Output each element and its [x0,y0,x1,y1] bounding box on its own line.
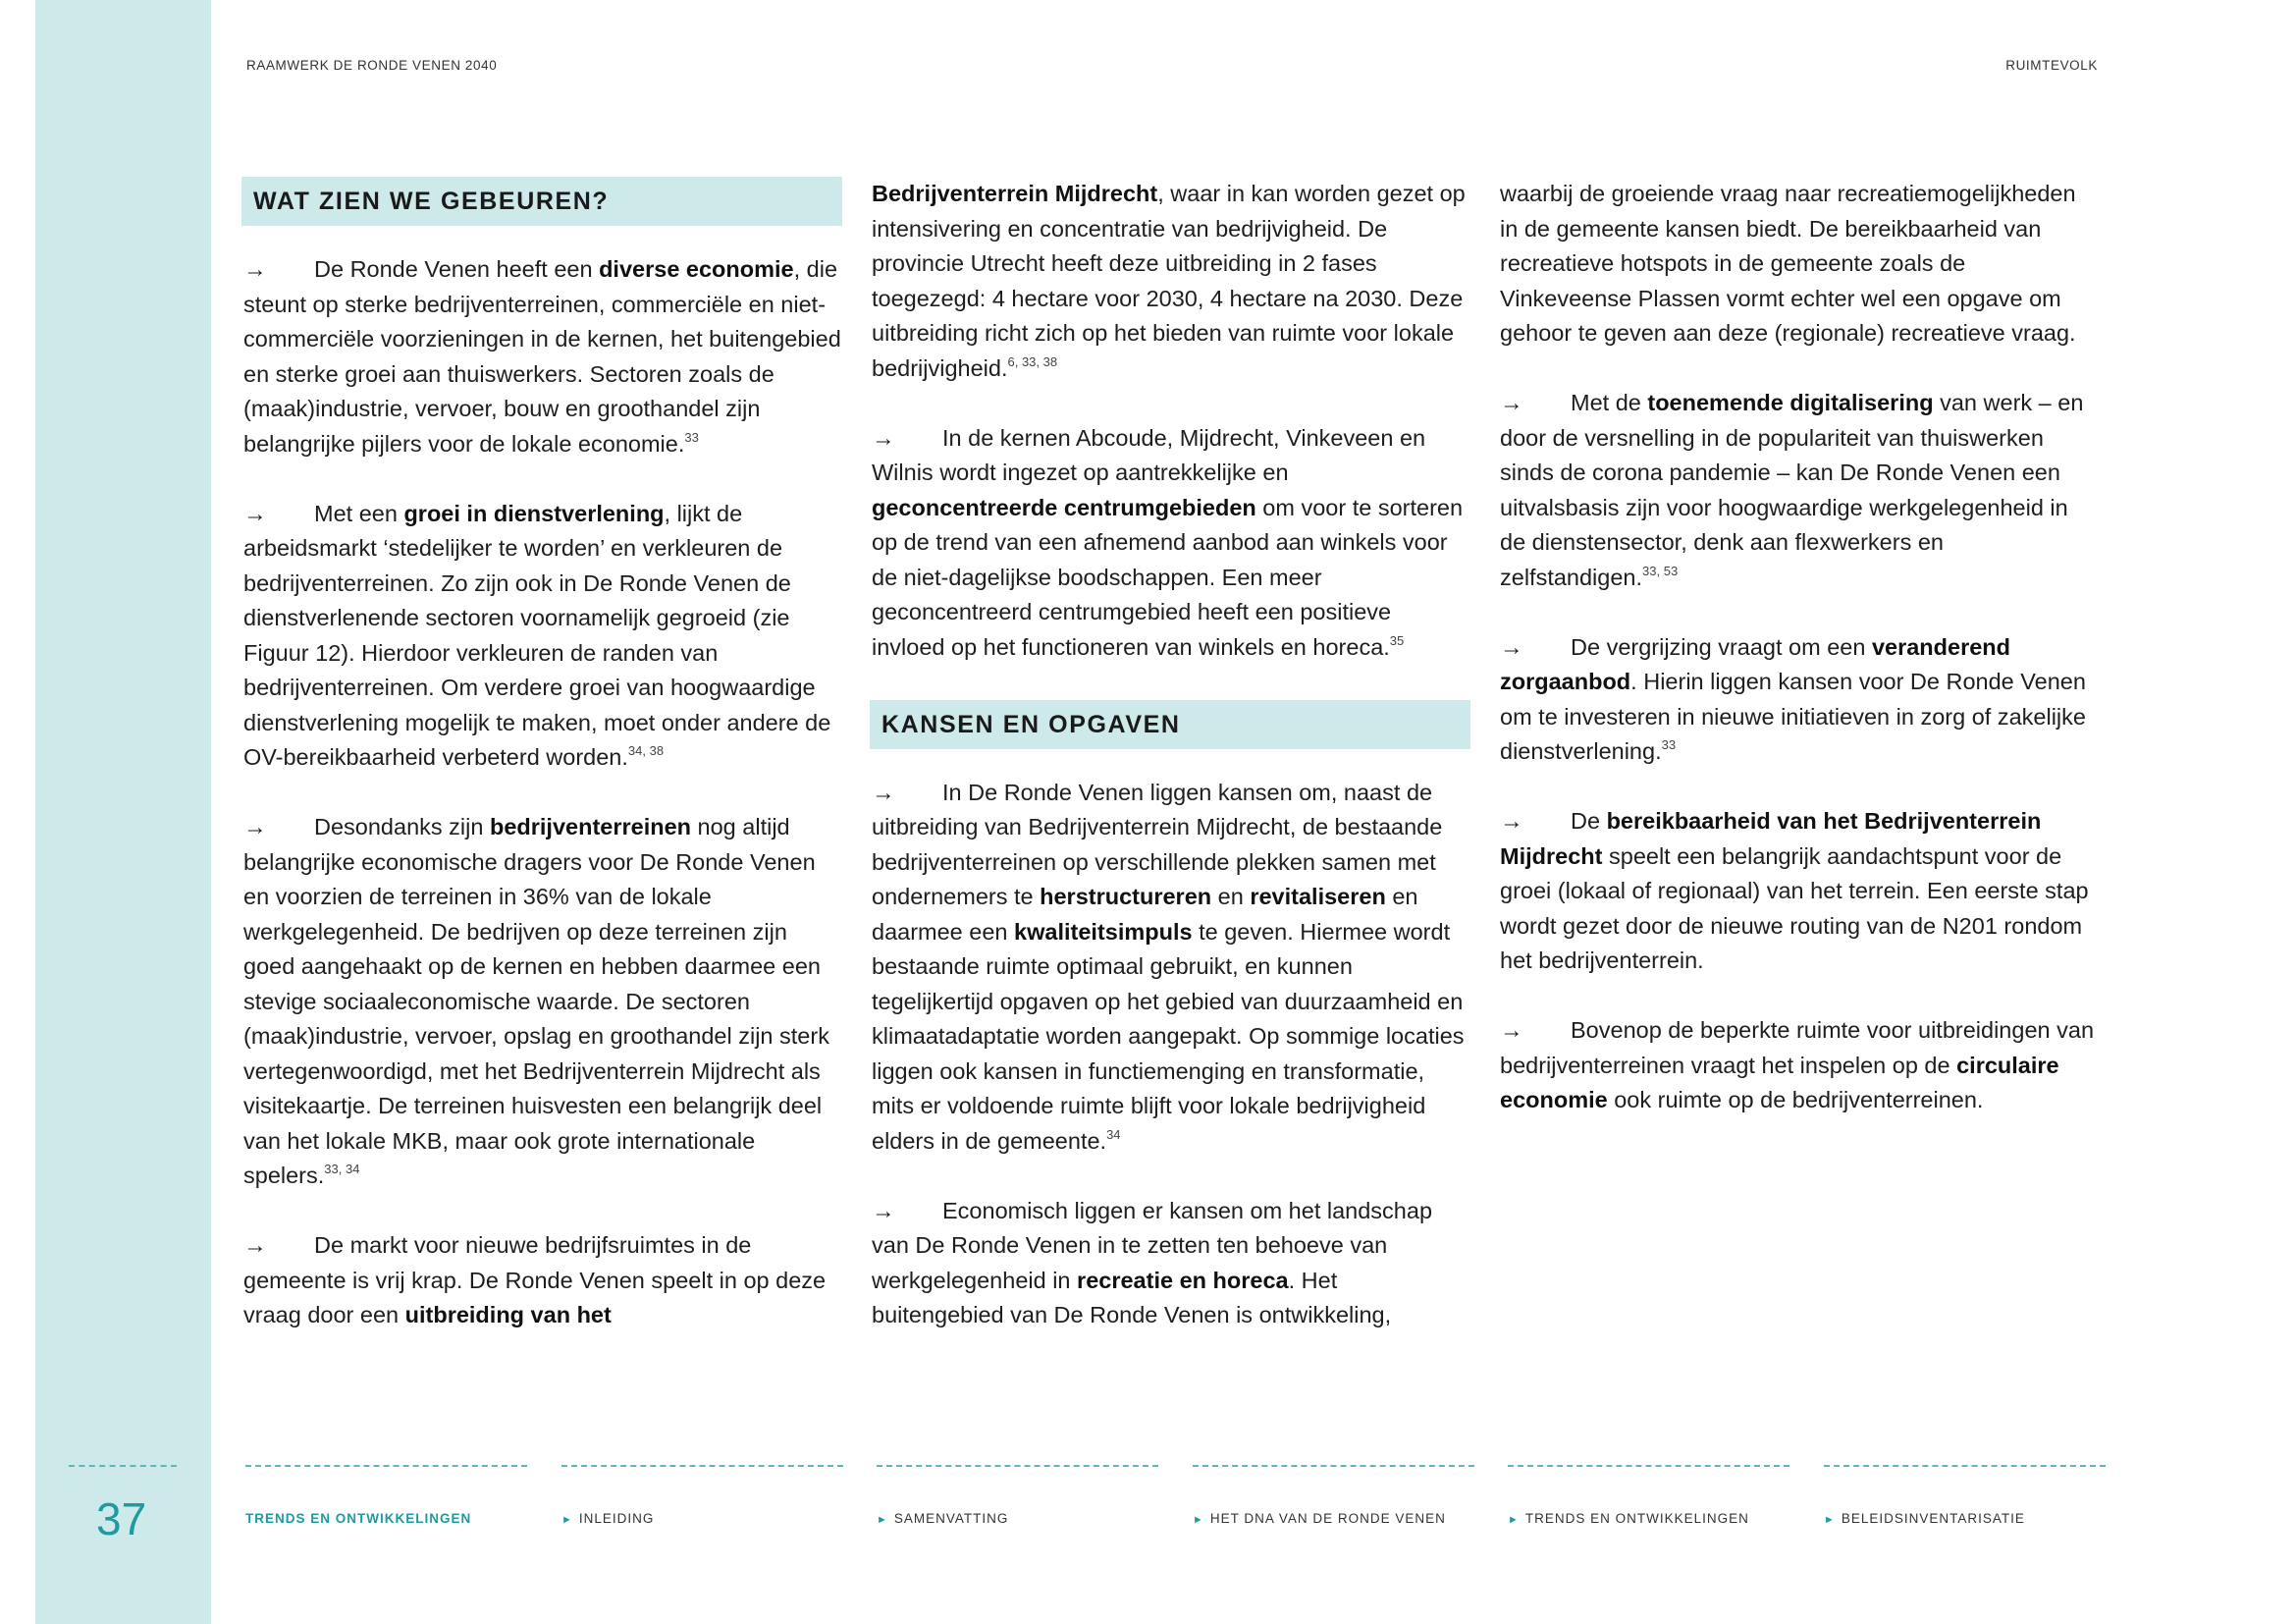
body-text: , lijkt de arbeidsmarkt ‘stedelijker te worden’ en verkleuren de bedrijventerreinen. Zo zijn ook in De Ronde Venen de dienstverlenende sectoren voornamelijk gegroeid (zie Figuur 12). Hierdoor verkleuren de randen van bedrijventerreinen. Om verdere groei van hoogwaardige dienstverlening mogelijk te maken, moet onder andere de OV-bereikbaarheid verbeterd worden. [243,500,831,770]
paragraph [872,421,1470,666]
footer-divider [877,1465,1158,1467]
body-text: speelt een belangrijk aandachtspunt voor de groei (lokaal of regionaal) van het terrein. Een eerste stap wordt gezet door de nieuwe routing van de N201 rondom het bedrijventerrein. [1500,842,2089,973]
arrow-right-icon: → [872,1197,895,1223]
arrow-right-icon: → [1500,1017,1523,1043]
column-3 [1500,177,2099,1153]
emphasis-text: Bedrijventerrein Mijdrecht [872,181,1158,206]
paragraph [872,1194,1470,1333]
paragraph [872,776,1470,1160]
paragraph [1500,804,2099,979]
section-heading-kansen-en-opgaven: KANSEN EN OPGAVEN [870,700,1470,749]
emphasis-text: kwaliteitsimpuls [1014,918,1193,945]
column-1 [243,177,842,1368]
footnote-reference: 35 [1389,632,1405,648]
nav-link-beleidsinventarisatie[interactable]: ► BELEIDSINVENTARISATIE [1824,1511,2025,1526]
body-text: . Het buitengebied van De Ronde Venen is ontwikkeling, [872,1267,1392,1327]
arrow-right-icon: → [872,424,895,451]
body-text: waarbij de groeiende vraag naar recreatiemogelijkheden in de gemeente kansen biedt. De bereikbaarheid van recreatieve hotspots in de gemeente zoals de Vinkeveense Plassen vormt echter wel een opgave om gehoor te geven aan deze (regionale) recreatieve vraag. [1500,181,2076,346]
nav-link-samenvatting[interactable]: ► SAMENVATTING [877,1511,1009,1526]
body-text: nog altijd belangrijke economische dragers voor De Ronde Venen en voorzien de terreinen in 36% van de lokale werkgelegenheid. De bedrijven op deze terreinen zijn goed aangehaakt op de kernen en hebben daarmee een stevige sociaaleconomische waarde. De sectoren (maak)industrie, vervoer, opslag en groothandel zijn sterk vertegenwoordigd, met het Bedrijventerrein Mijdrecht als visitekaartje. De terreinen huisvesten een belangrijk deel van het lokale MKB, maar ook grote internationale spelers. [243,814,829,1188]
body-text: De Ronde Venen heeft een [314,256,600,282]
column-2 [872,177,1470,1368]
triangle-right-icon: ► [1508,1514,1520,1526]
arrow-right-icon: → [1500,808,1523,834]
arrow-right-icon: → [243,1232,267,1258]
footnote-reference: 33 [1661,737,1677,752]
paragraph [243,252,842,461]
body-text: Economisch liggen er kansen om het landschap van De Ronde Venen in te zetten ten behoeve van werkgelegenheid in [872,1197,1433,1293]
footnote-reference: 33 [684,429,699,445]
footer-divider [1508,1465,1789,1467]
arrow-right-icon: → [1500,390,1523,415]
emphasis-text: circulaire economie [1500,1052,2059,1112]
triangle-right-icon: ► [1193,1514,1204,1526]
page-number: 37 [96,1493,147,1544]
paragraph [1500,1013,2099,1118]
column-1-paragraphs [243,252,842,1333]
body-text: In de kernen Abcoude, Mijdrecht, Vinkeveen en Wilnis wordt ingezet op aantrekkelijke en [872,424,1426,485]
side-strip [35,0,211,1624]
emphasis-text: uitbreiding van het [404,1302,612,1327]
emphasis-text: diverse economie [599,256,794,282]
triangle-right-icon: ► [877,1514,888,1526]
body-text: , die steunt op sterke bedrijventerreinen, commerciële en niet-commerciële voorzieningen in de kernen, het buitengebied en sterke groei aan thuiswerkers. Sectoren zoals de (maak)industrie, vervoer, bouw en groothandel zijn belangrijke pijlers voor de lokale economie. [243,256,841,457]
paragraph [243,810,842,1194]
section-heading-wat-zien-we-gebeuren: WAT ZIEN WE GEBEUREN? [241,177,842,226]
emphasis-text: veranderend zorgaanbod [1500,633,2011,694]
page-number-divider [69,1465,177,1467]
footer-divider [561,1465,843,1467]
body-text: De markt voor nieuwe bedrijfsruimtes in de gemeente is vrij krap. De Ronde Venen speelt in op deze vraag door een [243,1232,827,1327]
emphasis-text: recreatie en horeca [1077,1267,1289,1293]
body-text: ook ruimte op de bedrijventerreinen. [1607,1087,1984,1112]
column-3-paragraphs [1500,177,2099,1118]
body-text: De vergrijzing vraagt om een [1571,633,1872,660]
paragraph [1500,630,2099,770]
footnote-reference: 6, 33, 38 [1007,353,1058,369]
column-2-lead-paragraphs [872,177,1470,665]
emphasis-text: revitaliseren [1250,884,1386,909]
body-text: . Hierin liggen kansen voor De Ronde Venen om te investeren in nieuwe initiatieven in zorg of zakelijke dienstverlening. [1500,669,2086,764]
arrow-right-icon: → [243,500,267,526]
nav-link-het-dna-van-de-ronde-venen[interactable]: ► HET DNA VAN DE RONDE VENEN [1193,1511,1446,1526]
body-text: De [1571,808,1607,834]
body-text: Met de [1571,390,1648,415]
arrow-right-icon: → [243,256,267,282]
emphasis-text: bedrijventerreinen [489,814,692,839]
emphasis-text: toenemende digitalisering [1647,390,1934,415]
body-text: , waar in kan worden gezet op intensivering en concentratie van bedrijvigheid. De provincie Utrecht heeft deze uitbreiding in 2 fases toegezegd: 4 hectare voor 2030, 4 hectare na 2030. Deze uitbreiding richt zich op het bieden van ruimte voor lokale bedrijvigheid. [872,181,1466,381]
paragraph [1500,386,2099,595]
body-text: In De Ronde Venen liggen kansen om, naast de uitbreiding van Bedrijventerrein Mijdrecht, de bestaande bedrijventerreinen op verschillende plekken samen met ondernemers te [872,779,1443,909]
body-text: Met een [314,500,404,526]
body-text: om voor te sorteren op de trend van een afnemend aanbod aan winkels voor de niet-dagelijkse boodschappen. Een meer geconcentreerd centrumgebied heeft een positieve invloed op het functioneren van winkels en horeca. [872,494,1464,660]
body-text: Desondanks zijn [314,814,490,839]
footer-divider [1193,1465,1474,1467]
triangle-right-icon: ► [561,1514,573,1526]
body-text: en daarmee een [872,884,1418,945]
paragraph [243,497,842,776]
arrow-right-icon: → [1500,633,1523,660]
body-text: te geven. Hiermee wordt bestaande ruimte optimaal gebruikt, en kunnen tegelijkertijd opgaven op het gebied van duurzaamheid en klimaatadaptatie worden aangepakt. Op sommige locaties liggen ook kansen in functiemenging en transformatie, mits er voldoende ruimte blijft voor lokale bedrijvigheid elders in de gemeente. [872,918,1465,1154]
column-2-paragraphs [872,776,1470,1333]
footnote-reference: 34 [1106,1126,1121,1142]
body-text: en [1211,884,1251,909]
body-text: van werk – en door de versnelling in de populariteit van thuiswerken sinds de corona pandemie – kan De Ronde Venen een uitvalsbasis zijn voor hoogwaardige werkgelegenheid in de dienstensector, denk aan flexwerkers en zelfstandigen. [1500,390,2084,590]
emphasis-text: bereikbaarheid van het Bedrijventerrein Mijdrecht [1500,808,2042,869]
footnote-reference: 33, 34 [324,1162,360,1176]
emphasis-text: herstructureren [1040,884,1212,909]
footnote-reference: 34, 38 [627,743,665,758]
footer-divider [1824,1465,2106,1467]
arrow-right-icon: → [872,779,895,805]
document-title: RAAMWERK DE RONDE VENEN 2040 [246,58,498,73]
footnote-reference: 33, 53 [1642,563,1679,578]
arrow-right-icon: → [243,814,267,839]
publisher-name: RUIMTEVOLK [2005,58,2098,73]
nav-link-inleiding[interactable]: ► INLEIDING [561,1511,655,1526]
paragraph [243,1228,842,1333]
current-section-label: TRENDS EN ONTWIKKELINGEN [245,1511,472,1526]
paragraph [872,177,1470,386]
body-text: Bovenop de beperkte ruimte voor uitbreidingen van bedrijventerreinen vraagt het inspelen op de [1500,1017,2095,1078]
footer-divider [245,1465,527,1467]
nav-link-trends-en-ontwikkelingen[interactable]: ► TRENDS EN ONTWIKKELINGEN [1508,1511,1749,1526]
emphasis-text: geconcentreerde centrumgebieden [872,494,1256,520]
triangle-right-icon: ► [1824,1514,1836,1526]
emphasis-text: groei in dienstverlening [403,500,665,526]
paragraph [1500,177,2099,352]
